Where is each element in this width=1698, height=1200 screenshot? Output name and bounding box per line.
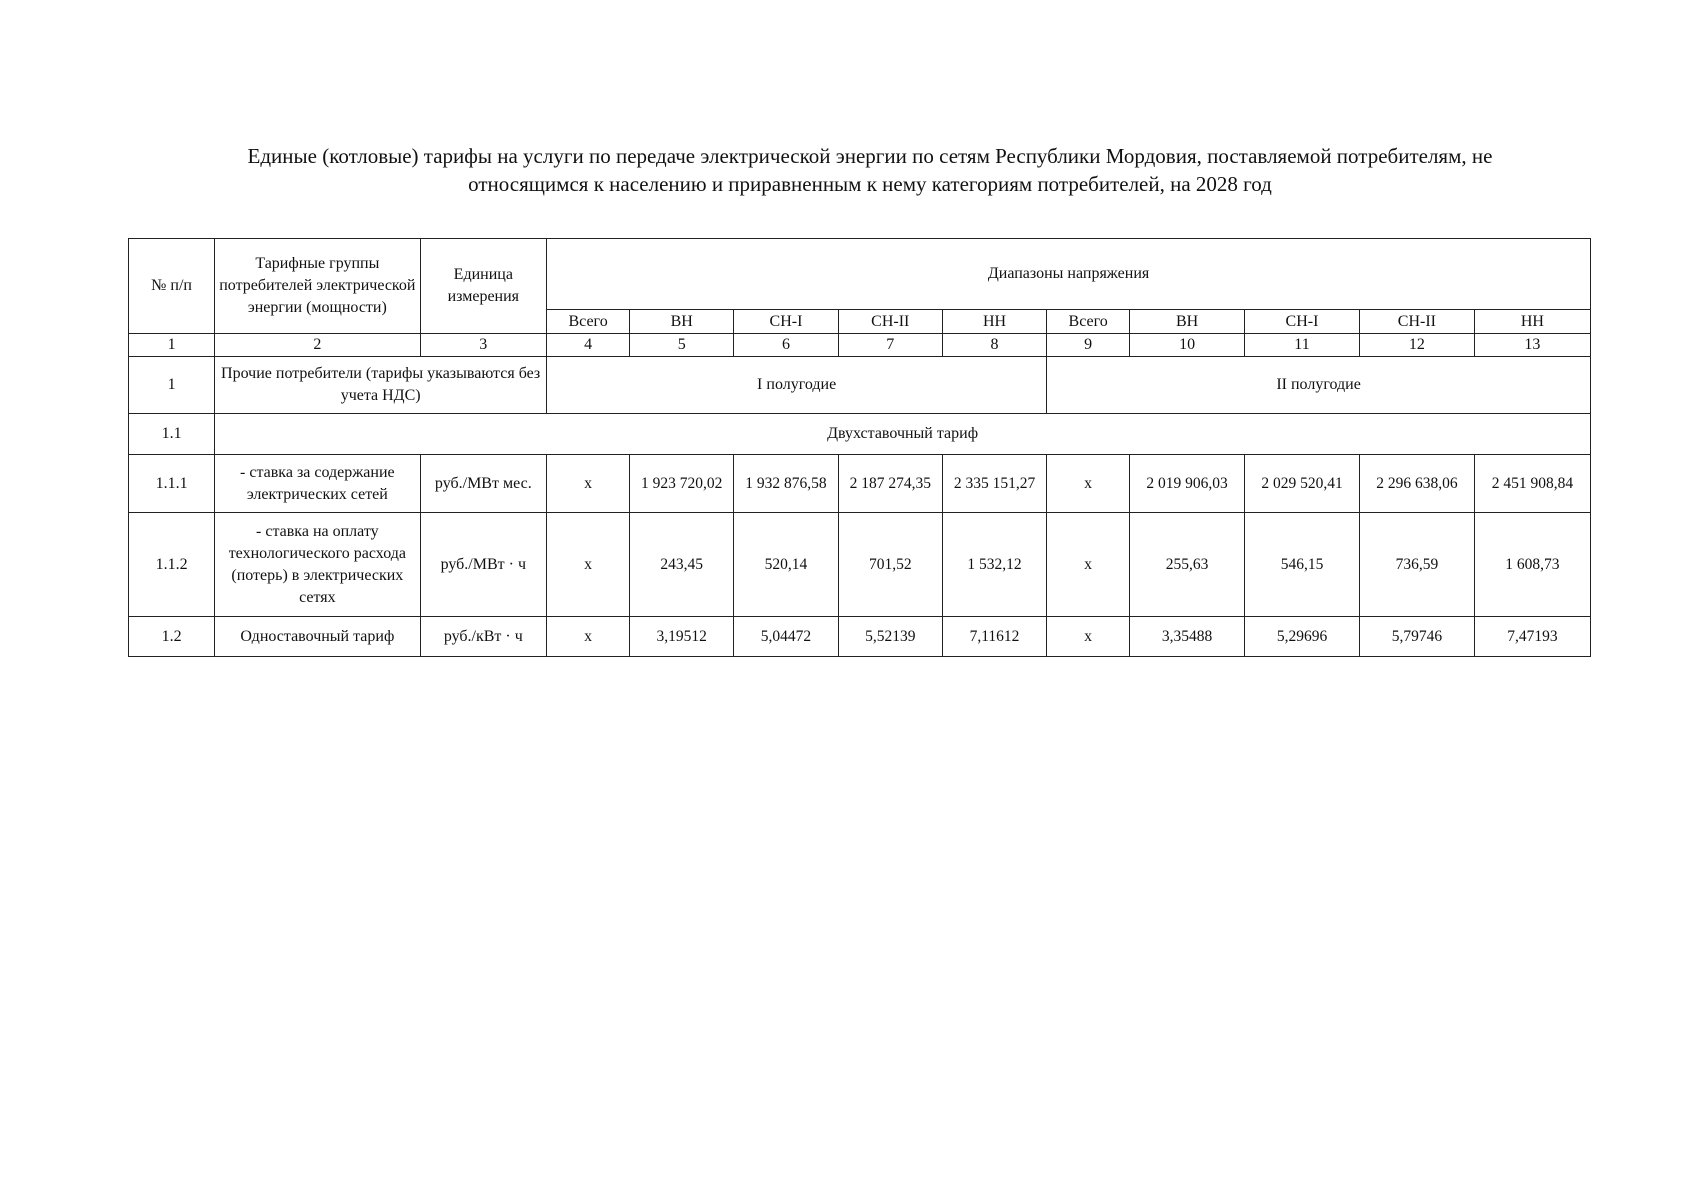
value-cell: 2 019 906,03 bbox=[1130, 455, 1245, 513]
value-cell: 5,04472 bbox=[734, 617, 838, 657]
value-cell: 1 532,12 bbox=[942, 513, 1046, 617]
value-cell: х bbox=[1047, 455, 1130, 513]
value-cell: 1 932 876,58 bbox=[734, 455, 838, 513]
row-name: Одноставочный тариф bbox=[215, 617, 420, 657]
value-cell: 2 335 151,27 bbox=[942, 455, 1046, 513]
title-line-2: относящимся к населению и приравненным к нему категориям потребителей, на 2028 год bbox=[468, 172, 1272, 196]
level-cell: СН-I bbox=[1245, 310, 1360, 334]
value-cell: 243,45 bbox=[630, 513, 734, 617]
half-year-1: I полугодие bbox=[547, 357, 1047, 414]
row-number: 1.1.2 bbox=[129, 513, 215, 617]
tariff-table bbox=[128, 238, 1591, 657]
value-cell: 546,15 bbox=[1245, 513, 1360, 617]
column-number: 2 bbox=[215, 334, 420, 357]
column-number: 8 bbox=[942, 334, 1046, 357]
value-cell: 2 187 274,35 bbox=[838, 455, 942, 513]
value-cell: 520,14 bbox=[734, 513, 838, 617]
value-cell: 1 923 720,02 bbox=[630, 455, 734, 513]
table-row bbox=[129, 513, 1591, 617]
column-number: 7 bbox=[838, 334, 942, 357]
value-cell: х bbox=[547, 513, 630, 617]
value-cell: 3,19512 bbox=[630, 617, 734, 657]
value-cell: 5,79746 bbox=[1359, 617, 1474, 657]
row-number: 1 bbox=[129, 357, 215, 414]
row-name: Прочие потребители (тарифы указываются без учета НДС) bbox=[215, 357, 547, 414]
column-number: 11 bbox=[1245, 334, 1360, 357]
level-cell: Всего bbox=[547, 310, 630, 334]
column-number: 4 bbox=[547, 334, 630, 357]
value-cell: 2 296 638,06 bbox=[1359, 455, 1474, 513]
level-cell: НН bbox=[942, 310, 1046, 334]
value-cell: 736,59 bbox=[1359, 513, 1474, 617]
value-cell: х bbox=[1047, 617, 1130, 657]
value-cell: 7,47193 bbox=[1474, 617, 1590, 657]
level-cell: ВН bbox=[630, 310, 734, 334]
value-cell: 701,52 bbox=[838, 513, 942, 617]
value-cell: х bbox=[547, 617, 630, 657]
title-line-1: Единые (котловые) тарифы на услуги по передаче электрической энергии по сетям Республики Мордовия, поставляемой потребителям, не bbox=[247, 144, 1493, 168]
value-cell: 2 029 520,41 bbox=[1245, 455, 1360, 513]
value-cell: 255,63 bbox=[1130, 513, 1245, 617]
column-numbers-row bbox=[129, 334, 1591, 357]
row-number: 1.1 bbox=[129, 414, 215, 455]
value-cell: 1 608,73 bbox=[1474, 513, 1590, 617]
column-number: 1 bbox=[129, 334, 215, 357]
row-name: - ставка за содержание электрических сетей bbox=[215, 455, 420, 513]
value-cell: 3,35488 bbox=[1130, 617, 1245, 657]
row-number: 1.2 bbox=[129, 617, 215, 657]
level-cell: ВН bbox=[1130, 310, 1245, 334]
level-cell: СН-II bbox=[838, 310, 942, 334]
row-unit: руб./МВт мес. bbox=[420, 455, 547, 513]
level-cell: СН-II bbox=[1359, 310, 1474, 334]
column-number: 10 bbox=[1130, 334, 1245, 357]
header-row bbox=[129, 239, 1591, 310]
value-cell: х bbox=[1047, 513, 1130, 617]
value-cell: 2 451 908,84 bbox=[1474, 455, 1590, 513]
value-cell: 5,52139 bbox=[838, 617, 942, 657]
level-cell: Всего bbox=[1047, 310, 1130, 334]
row-name: - ставка на оплату технологического расхода (потерь) в электрических сетях bbox=[215, 513, 420, 617]
table-row bbox=[129, 414, 1591, 455]
header-no: № п/п bbox=[129, 239, 215, 334]
value-cell: 7,11612 bbox=[942, 617, 1046, 657]
document-title bbox=[160, 142, 1580, 198]
level-cell: СН-I bbox=[734, 310, 838, 334]
column-number: 6 bbox=[734, 334, 838, 357]
column-number: 5 bbox=[630, 334, 734, 357]
table-row bbox=[129, 357, 1591, 414]
row-name: Двухставочный тариф bbox=[215, 414, 1591, 455]
row-unit: руб./МВт · ч bbox=[420, 513, 547, 617]
half-year-2: II полугодие bbox=[1047, 357, 1591, 414]
value-cell: х bbox=[547, 455, 630, 513]
header-groups: Тарифные группы потребителей электрической энергии (мощности) bbox=[215, 239, 420, 334]
table-row bbox=[129, 617, 1591, 657]
column-number: 9 bbox=[1047, 334, 1130, 357]
value-cell: 5,29696 bbox=[1245, 617, 1360, 657]
level-cell: НН bbox=[1474, 310, 1590, 334]
column-number: 3 bbox=[420, 334, 547, 357]
table-row bbox=[129, 455, 1591, 513]
column-number: 12 bbox=[1359, 334, 1474, 357]
header-voltage-ranges: Диапазоны напряжения bbox=[547, 239, 1591, 310]
row-number: 1.1.1 bbox=[129, 455, 215, 513]
column-number: 13 bbox=[1474, 334, 1590, 357]
header-unit: Единица измерения bbox=[420, 239, 547, 334]
row-unit: руб./кВт · ч bbox=[420, 617, 547, 657]
